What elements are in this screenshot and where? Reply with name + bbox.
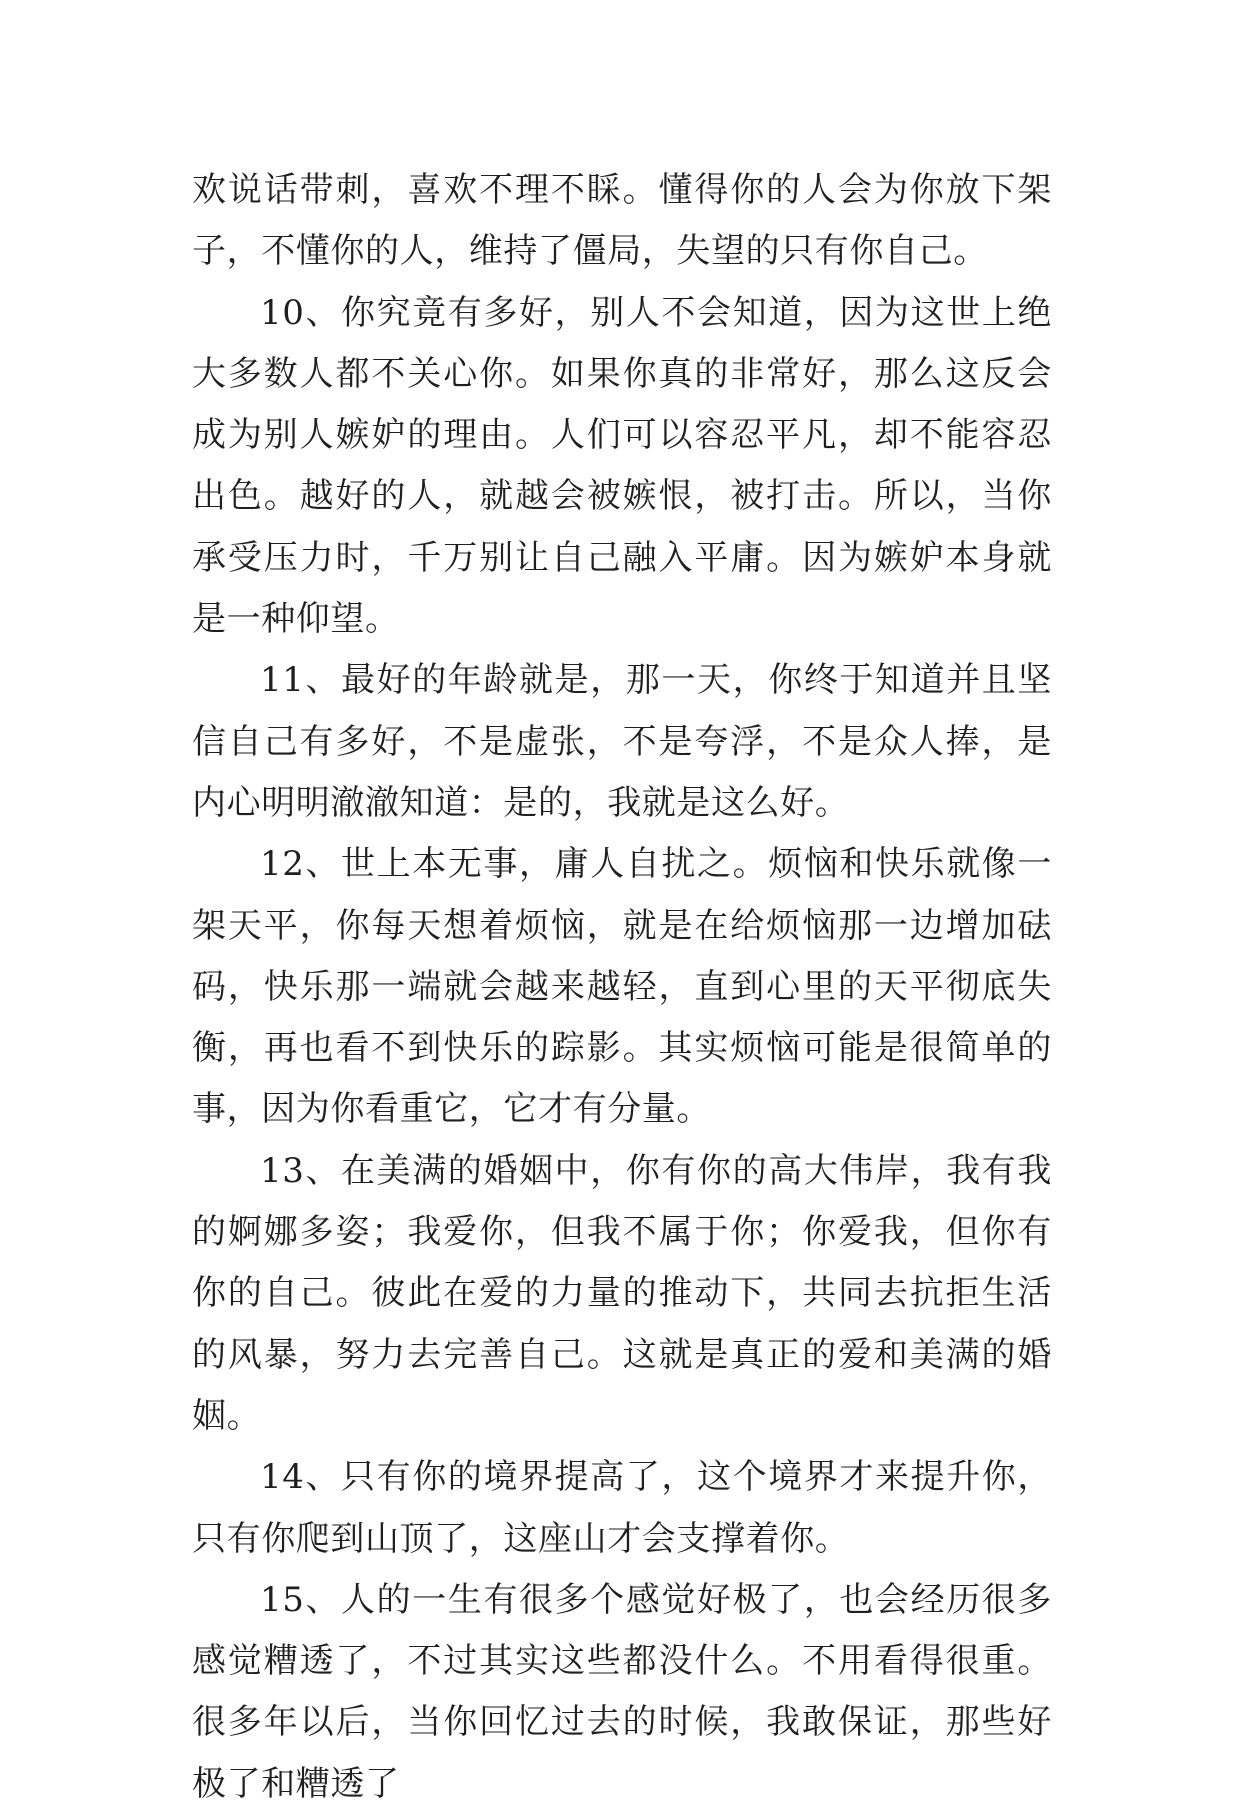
paragraph-11: 11、最好的年龄就是，那一天，你终于知道并且坚信自己有多好，不是虚张，不是夸浮，不是众人捧，是内心明明澈澈知道：是的，我就是这么好。	[192, 660, 1052, 823]
paragraph-15: 15、人的一生有很多个感觉好极了，也会经历很多感觉糟透了，不过其实这些都没什么。不用看得很重。很多年以后，当你回忆过去的时候，我敢保证，那些好极了和糟透了	[192, 1579, 1052, 1804]
paragraph-14: 14、只有你的境界提高了，这个境界才来提升你，只有你爬到山顶了，这座山才会支撑着你。	[192, 1457, 1052, 1559]
paragraph-10: 10、你究竟有多好，别人不会知道，因为这世上绝大多数人都不关心你。如果你真的非常好，那么这反会成为别人嫉妒的理由。人们可以容忍平凡，却不能容忍出色。越好的人，就越会被嫉恨，被打击。所以，当你承受压力时，千万别让自己融入平庸。因为嫉妒本身就是一种仰望。	[192, 292, 1052, 640]
paragraph-continued: 欢说话带刺，喜欢不理不睬。懂得你的人会为你放下架子，不懂你的人，维持了僵局，失望的只有你自己。	[192, 170, 1052, 272]
paragraph-12: 12、世上本无事，庸人自扰之。烦恼和快乐就像一架天平，你每天想着烦恼，就是在给烦恼那一边增加砝码，快乐那一端就会越来越轻，直到心里的天平彻底失衡，再也看不到快乐的踪影。其实烦恼可能是很简单的事，因为你看重它，它才有分量。	[192, 844, 1052, 1130]
paragraph-13: 13、在美满的婚姻中，你有你的高大伟岸，我有我的婀娜多姿；我爱你，但我不属于你；你爱我，但你有你的自己。彼此在爱的力量的推动下，共同去抗拒生活的风暴，努力去完善自己。这就是真正的爱和美满的婚姻。	[192, 1150, 1052, 1436]
body-text	[192, 160, 1052, 1815]
